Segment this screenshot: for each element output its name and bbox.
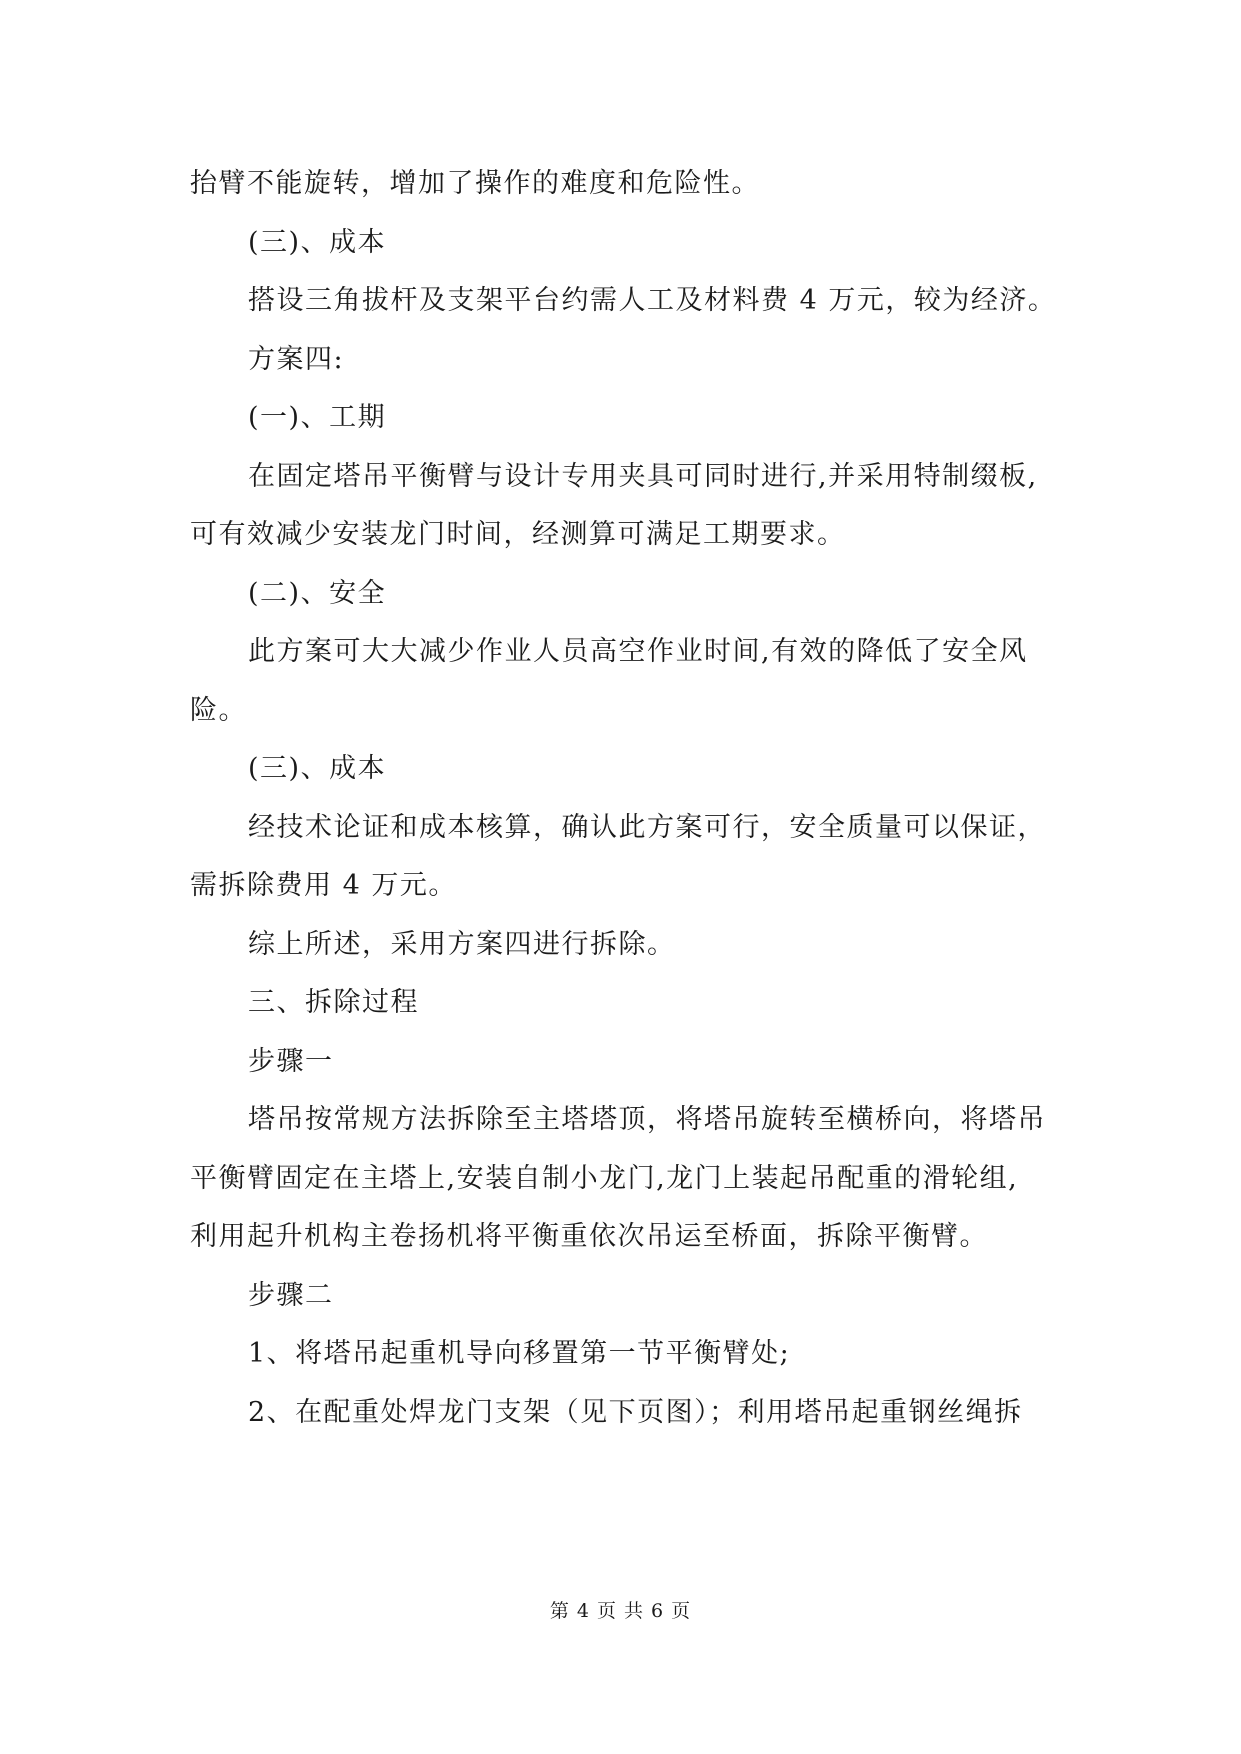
page-footer: 第 4 页 共 6 页 — [549, 1600, 692, 1622]
text-line: 在固定塔吊平衡臂与设计专用夹具可同时进行,并采用特制缀板, — [248, 460, 1038, 492]
section-heading: 步骤一 — [248, 1045, 334, 1077]
list-item: 2、在配重处焊龙门支架（见下页图）；利用塔吊起重钢丝绳拆 — [248, 1396, 1023, 1428]
text-line: 综上所述，采用方案四进行拆除。 — [248, 928, 676, 960]
section-heading: (二)、安全 — [248, 577, 387, 609]
text-line: 搭设三角拔杆及支架平台约需人工及材料费 4 万元，较为经济。 — [248, 285, 1057, 316]
text-line: 抬臂不能旋转，增加了操作的难度和危险性。 — [190, 168, 760, 199]
text-line: 可有效减少安装龙门时间，经测算可满足工期要求。 — [190, 519, 846, 550]
body-text — [190, 155, 1060, 1442]
text-line: 平衡臂固定在主塔上,安装自制小龙门,龙门上装起吊配重的滑轮组, — [190, 1162, 1019, 1194]
section-heading: (一)、工期 — [248, 402, 387, 433]
section-heading: (三)、成本 — [248, 753, 387, 784]
list-item: 1、将塔吊起重机导向移置第一节平衡臂处; — [248, 1338, 791, 1369]
section-heading: 方案四: — [248, 343, 345, 375]
text-line: 利用起升机构主卷扬机将平衡重依次吊运至桥面，拆除平衡臂。 — [190, 1221, 988, 1252]
section-heading: 步骤二 — [248, 1279, 334, 1311]
text-line: 险。 — [190, 694, 247, 726]
text-line: 经技术论证和成本核算，确认此方案可行，安全质量可以保证， — [248, 811, 1046, 843]
section-heading: (三)、成本 — [248, 226, 387, 258]
text-line: 塔吊按常规方法拆除至主塔塔顶，将塔吊旋转至横桥向，将塔吊 — [248, 1104, 1046, 1135]
text-line: 需拆除费用 4 万元。 — [190, 870, 457, 901]
section-heading: 三、拆除过程 — [248, 987, 419, 1018]
text-line: 此方案可大大减少作业人员高空作业时间,有效的降低了安全风 — [248, 636, 1028, 667]
